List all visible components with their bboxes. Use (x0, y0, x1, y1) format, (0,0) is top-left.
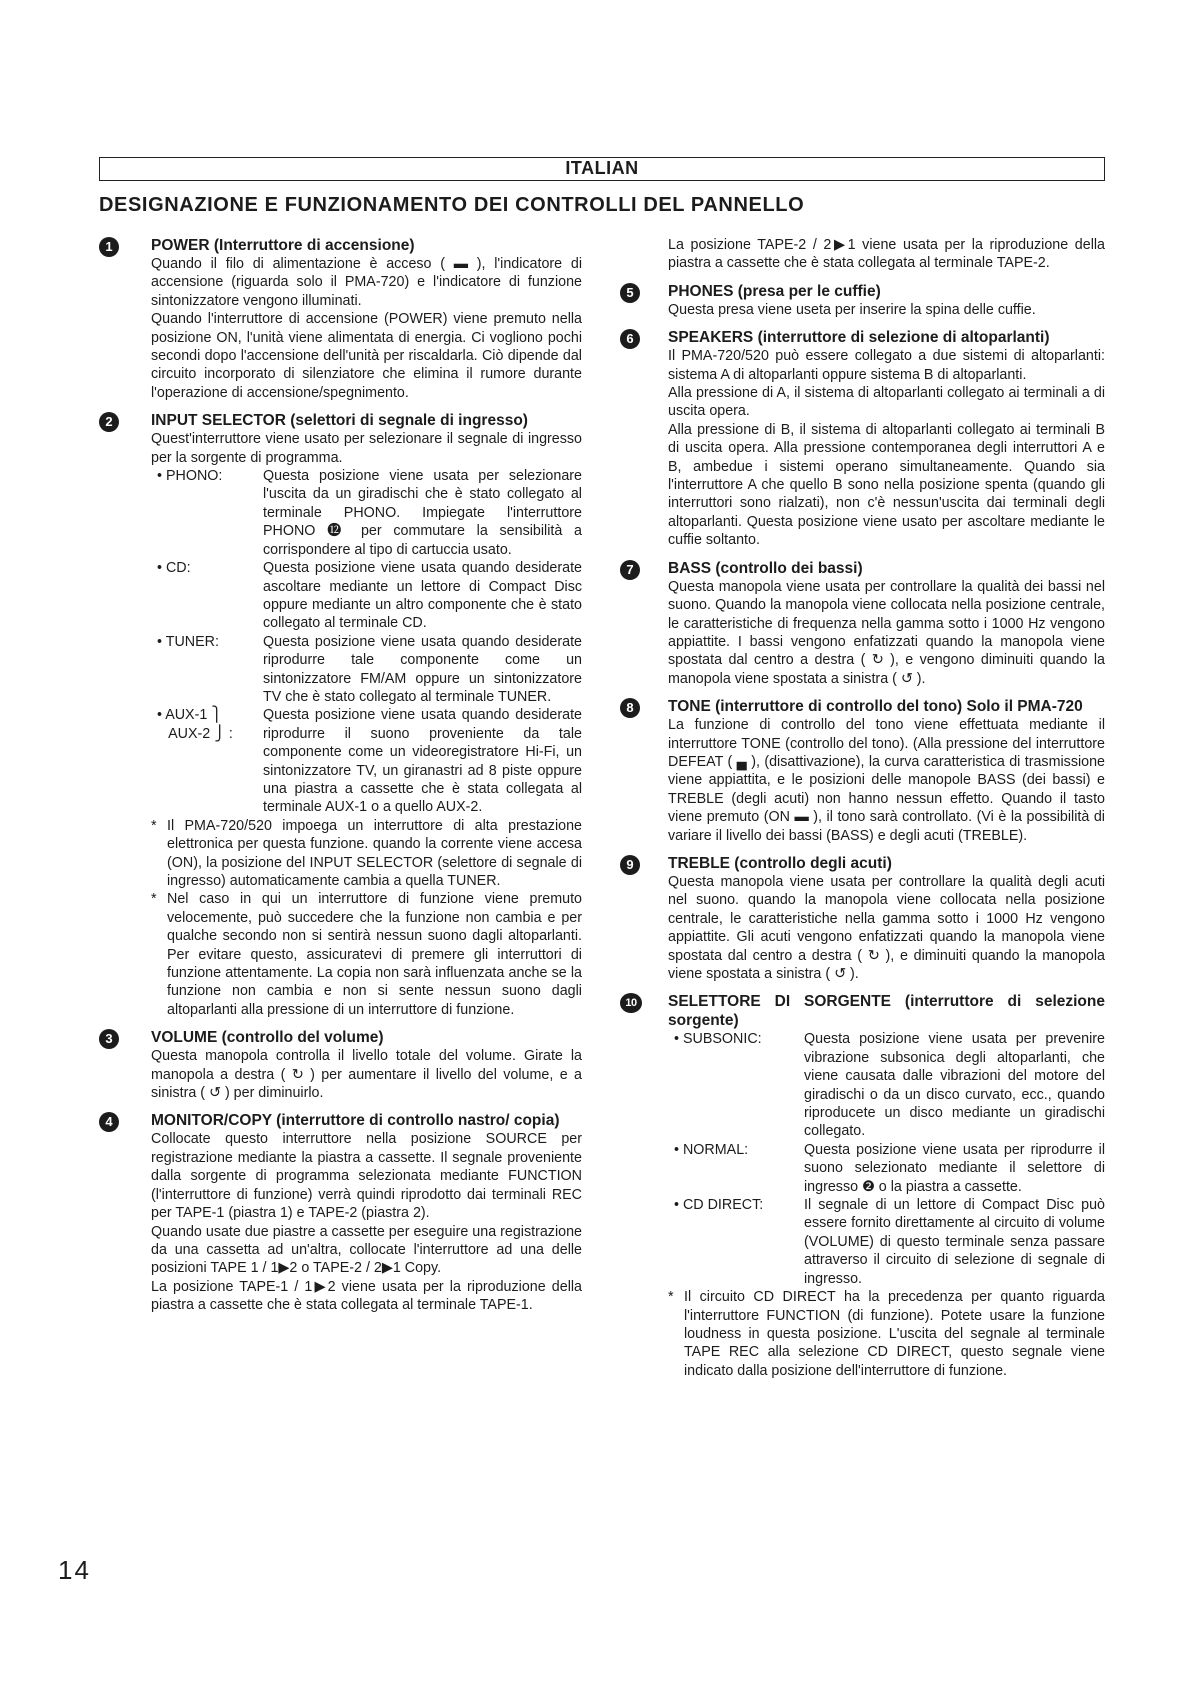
option-text: Questa posizione viene usata quando desiderate ascoltare mediante un lettore di Compact Disc oppure mediante un altro componente che è stato collegato al terminale CD. (263, 560, 582, 632)
language-label: ITALIAN (565, 158, 639, 178)
note-text: Il PMA-720/520 impoega un interruttore di alta prestazione elettronica per questa funzione. quando la corrente viene accesa (ON), la posizione del INPUT SELECTOR (selettore di segnale di ingresso) automaticamente cambia a quella TUNER. (167, 817, 582, 889)
section-input-selector (99, 411, 582, 1019)
section-number-badge: 2 (99, 412, 119, 432)
right-column (620, 236, 1105, 1389)
section-monitor-copy (99, 1111, 582, 1314)
paragraph: Quest'interruttore viene usato per selezionare il segnale di ingresso per la sorgente di programma. (151, 431, 582, 466)
option-item (151, 706, 582, 816)
note-asterisk: * (151, 817, 157, 834)
paragraph: Alla pressione di B, il sistema di altoparlanti collegato ai terminali B di uscita opera. Alla pressione contemporanea degli interruttori A e B, ambedue i sistemi operano simultaneamente. Quando sia l'interruttore A che quello B sono nella posizione spenta (quando gli interruttori sono rialzati), non c'è nessun'uscita dai terminali degli altoparlanti. Questa posizione viene usato per ascoltare mediante le cuffie soltanto. (668, 421, 1105, 549)
paragraph: Questa presa viene useta per inserire la spina delle cuffie. (668, 301, 1036, 318)
paragraph: Questa manopola controlla il livello totale del volume. Girate la manopola a destra ( ↻ ) per aumentare il livello del volume, e a sinistra ( ↺ ) per diminuirlo. (151, 1048, 582, 1102)
option-item (668, 1196, 1105, 1288)
note-text: Il circuito CD DIRECT ha la precedenza per quanto riguarda l'interruttore FUNCTION (di funzione). Potete usare la funzione loudness in questa posizione. L'uscita del segnale al terminale TAPE REC alla selezione CD DIRECT, questo segnale viene indicato dalla posizione dell'interruttore di funzione. (684, 1289, 1105, 1379)
note-asterisk: * (668, 1289, 674, 1306)
option-label: • AUX-1 ⎫ AUX-2 ⎭ : (157, 707, 233, 742)
paragraph: La funzione di controllo del tono viene effettuata mediante il interruttore TONE (controllo del tono). (Alla pressione del interruttore DEFEAT ( ▄ ), (disattivazione), la curva caratteristica di trasmissione viene appiattita, e le posizioni delle manopole BASS (dei bassi) e TREBLE (degli acuti) non hanno nessun effetto. Quando il tasto viene premuto (ON ▬ ), il tono sarà controllato. (Vi è la possibilità di variare il livello dei bassi (BASS) e degli acuti (TREBLE). (668, 717, 1105, 844)
option-label: • TUNER: (157, 633, 219, 650)
section-heading: TREBLE (controllo degli acuti) (668, 854, 892, 872)
section-source-selector (620, 992, 1105, 1380)
option-text: Questa posizione viene usata quando desiderate riprodurre tale componente come un sintonizzatore FM/AM oppure un sintonizzatore TV che è stato collegato al terminale TUNER. (263, 633, 582, 705)
section-power (99, 236, 582, 402)
option-text: Questa posizione viene usata quando desiderate riprodurre il suono proveniente da tale componente come un videoregistratore Hi-Fi, un sintonizzatore TV, un giranastri ad 8 piste oppure una piastra a cassette che è stata collegata al terminale AUX-1 o a quello AUX-2. (263, 707, 582, 816)
language-header-box (99, 157, 1105, 181)
page-number: 14 (58, 1555, 91, 1585)
note-asterisk: * (151, 891, 157, 908)
option-item (668, 1141, 1105, 1196)
option-label: • CD DIRECT: (674, 1197, 764, 1214)
paragraph: Quando usate due piastre a cassette per eseguire una registrazione da una cassetta ad un'altra, collocate l'interruttore ad una delle posizioni TAPE 1 / 1▶2 o TAPE-2 / 2▶1 Copy. (151, 1223, 582, 1277)
option-text: Il segnale di un lettore di Compact Disc può essere fornito direttamente al circuito di volume (VOLUME) di questo terminale senza passare attraverso il circuito di selezione di segnale di ingresso. (804, 1197, 1105, 1287)
continued-paragraph: La posizione TAPE-2 / 2▶1 viene usata per la riproduzione della piastra a cassette che è stata collegata al terminale TAPE-2. (668, 237, 1105, 272)
note-text: Nel caso in qui un interruttore di funzione viene premuto velocemente, può succedere che la funzione non cambia e per qualche secondo non si sentirà nessun suono dagli altoparlanti. Per evitare questo, assicuratevi di premere gli interruttori di funzione attentamente. La copia non sarà influenzata anche se la funzione non cambia e non si sente nessun suono dagli altoparlanti alla pressione di un interruttore di funzione. (167, 891, 582, 1018)
section-number-badge: 6 (620, 329, 640, 349)
paragraph: Questa manopola viene usata per controllare la qualità dei bassi nel suono. Quando la manopola viene collocata nella posizione centrale, le caratteristiche di frequenza nella gamma sotto i 1000 Hz vengono appiattite. I bassi vengono enfatizzati quando la manopola viene spostata dal centro a destra ( ↻ ), e vengono diminuiti quando la manopola viene spostata a sinistra ( ↺ ). (668, 578, 1105, 687)
option-item (668, 1030, 1105, 1140)
section-number-badge: 9 (620, 855, 640, 875)
option-label: • CD: (157, 560, 191, 577)
paragraph: Collocate questo interruttore nella posizione SOURCE per registrazione mediante la piastra a cassette. Il segnale proveniente dalla sorgente di programma selezionata mediante FUNCTION (l'interruttore di funzione) verrà quindi riprodotto dai terminali REC per TAPE-1 (piastra 1) e TAPE-2 (piastra 2). (151, 1131, 582, 1222)
option-text: Questa posizione viene usata per riprodurre il suono selezionato mediante il selettore di ingresso ❷ o la piastra a cassette. (804, 1141, 1105, 1195)
section-number-badge: 10 (620, 993, 642, 1013)
paragraph: Quando l'interruttore di accensione (POWER) viene premuto nella posizione ON, l'unità viene alimentata di energia. Ci vogliono pochi secondi dopo l'accensione dell'unità per riscaldarla. Ciò dipende dal circuito incorporato di silenziatore che elimina il rumore durante l'operazione di accensione/spegnimento. (151, 311, 582, 401)
section-heading: VOLUME (controllo del volume) (151, 1029, 384, 1047)
section-heading: TONE (interruttore di controllo del tono) Solo il PMA-720 (668, 698, 1083, 716)
option-label: • PHONO: (157, 468, 223, 485)
option-label: • SUBSONIC: (674, 1031, 762, 1048)
section-bass (620, 559, 1105, 688)
option-text: Questa posizione viene usata per prevenire vibrazione subsonica degli altoparlanti, che viene causata dalle vibrazioni del motore del giradischi o da un disco curvato, ecc., quando riproducete un disco mediante un giradischi collegato. (804, 1031, 1105, 1140)
section-heading: SPEAKERS (interruttore di selezione di altoparlanti) (668, 329, 1050, 347)
section-heading: POWER (Interruttore di accensione) (151, 237, 415, 254)
option-item (151, 467, 582, 559)
note (668, 1288, 1105, 1380)
section-number-badge: 5 (620, 283, 640, 303)
paragraph: Alla pressione di A, il sistema di altoparlanti collegato ai terminali a di uscita opera. (668, 385, 1105, 420)
section-heading: BASS (controllo dei bassi) (668, 559, 863, 577)
section-heading: MONITOR/COPY (interruttore di controllo nastro/ copia) (151, 1112, 560, 1130)
option-text: Questa posizione viene usata per selezionare l'uscita da un giradischi che è stato collegato al terminale PHONO. Impiegate l'interruttore PHONO ⓬ per commutare la sensibilità a corrispondere al tipo di cartuccia usato. (263, 468, 582, 558)
section-tone (620, 697, 1105, 845)
section-heading: SELETTORE DI SORGENTE (interruttore di selezione sorgente) (668, 993, 1105, 1030)
section-number-badge: 4 (99, 1112, 119, 1132)
section-speakers (620, 328, 1105, 549)
note (151, 817, 582, 891)
section-heading: PHONES (presa per le cuffie) (668, 282, 881, 300)
paragraph: Questa manopola viene usata per controllare la qualità degli acuti nel suono. quando la manopola viene collocata nella posizione centrale, le caratteristiche nella gamma sotto i 1000 Hz vengono appiattite. Gli acuti vengono enfatizzati quando la manopola viene spostata dal centro a destra ( ↻ ), e diminuiti quando la manopola viene spostata a sinistra ( ↺ ). (668, 873, 1105, 982)
section-treble (620, 854, 1105, 983)
section-phones (620, 282, 1105, 319)
option-item (151, 633, 582, 707)
section-number-badge: 8 (620, 698, 640, 718)
option-item (151, 559, 582, 633)
page-title: DESIGNAZIONE E FUNZIONAMENTO DEI CONTROLLI DEL PANNELLO (99, 194, 805, 216)
note (151, 890, 582, 1019)
option-label: • NORMAL: (674, 1141, 749, 1158)
paragraph: Quando il filo di alimentazione è acceso ( ▬ ), l'indicatore di accensione (riguarda solo il PMA-720) e l'indicatore di funzione sintonizzatore vengono illuminati. (151, 256, 582, 309)
paragraph: La posizione TAPE-1 / 1▶2 viene usata per la riproduzione della piastra a cassette che è stata collegata al terminale TAPE-1. (151, 1278, 582, 1314)
section-heading: INPUT SELECTOR (selettori di segnale di ingresso) (151, 412, 528, 430)
paragraph: Il PMA-720/520 può essere collegato a due sistemi di altoparlanti: sistema A di altoparlanti oppure sistema B di altoparlanti. (668, 348, 1105, 383)
section-volume (99, 1028, 582, 1102)
section-number-badge: 7 (620, 560, 640, 580)
section-number-badge: 1 (99, 237, 119, 257)
section-number-badge: 3 (99, 1029, 119, 1049)
left-column (99, 236, 582, 1324)
